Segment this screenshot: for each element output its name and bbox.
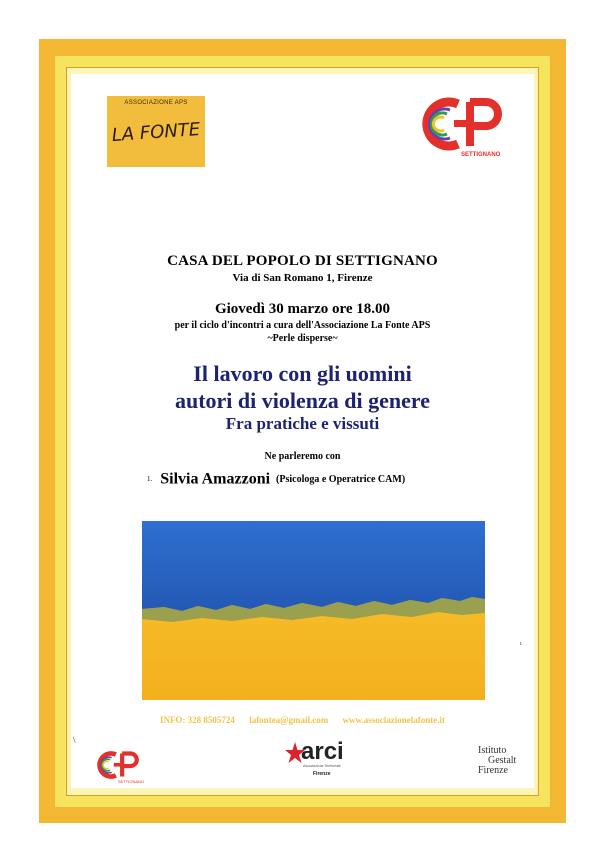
gestalt-logo-line2: Gestalt — [488, 755, 517, 766]
stray-dot: ı — [520, 641, 522, 647]
contact-phone: INFO: 328 8505724 — [159, 715, 235, 725]
contact-email[interactable]: lafontea@gmail.com — [249, 715, 329, 725]
event-date: Giovedì 30 marzo ore 18.00 — [214, 301, 391, 317]
arci-logo-city: Firenze — [313, 771, 331, 777]
event-cycle: per il ciclo d'incontri a cura dell'Associazione La Fonte APS — [174, 320, 431, 331]
gestalt-logo-line3: Firenze — [478, 765, 508, 776]
event-title-line1: Il lavoro con gli uomini — [193, 361, 412, 386]
event-series: ~Perle disperse~ — [267, 333, 338, 344]
talk-intro: Ne parleremo con — [264, 451, 341, 462]
event-title-line2: autori di violenza di genere — [174, 388, 431, 413]
casa-del-popolo-logo — [420, 96, 508, 166]
contact-info — [71, 715, 534, 725]
la-fonte-logo — [107, 96, 205, 167]
arci-logo-sub: Associazione Territoriale — [303, 764, 341, 768]
la-fonte-logo-name: LA FONTE — [111, 118, 201, 147]
casa-del-popolo-logo-small — [96, 750, 145, 786]
speaker-line — [147, 470, 405, 488]
speaker-role: (Psicologa e Operatrice CAM) — [276, 473, 406, 485]
speaker-number: 1. — [147, 475, 153, 484]
venue-name: CASA DEL POPOLO DI SETTIGNANO — [167, 253, 438, 269]
poster-painting — [142, 521, 485, 700]
arci-logo-name: arci — [301, 738, 344, 765]
event-subtitle: Fra pratiche e vissuti — [225, 414, 380, 433]
cdp-logo-mark — [420, 96, 508, 152]
cdp-small-logo-place: SETTIGNANO — [118, 779, 145, 784]
venue-address: Via di San Romano 1, Firenze — [232, 272, 373, 284]
cdp-small-logo-mark — [96, 750, 142, 780]
istituto-gestalt-logo — [478, 746, 538, 784]
speaker-name: Silvia Amazzoni — [160, 470, 271, 488]
la-fonte-logo-assoc: ASSOCIAZIONE APS — [124, 100, 188, 106]
arci-logo — [285, 738, 345, 782]
gestalt-logo-line1: Istituto — [478, 745, 507, 756]
cdp-logo-place: SETTIGNANO — [461, 152, 501, 158]
contact-website[interactable]: www.associazionelafonte.it — [342, 715, 446, 725]
stray-mark: \ — [73, 735, 76, 745]
